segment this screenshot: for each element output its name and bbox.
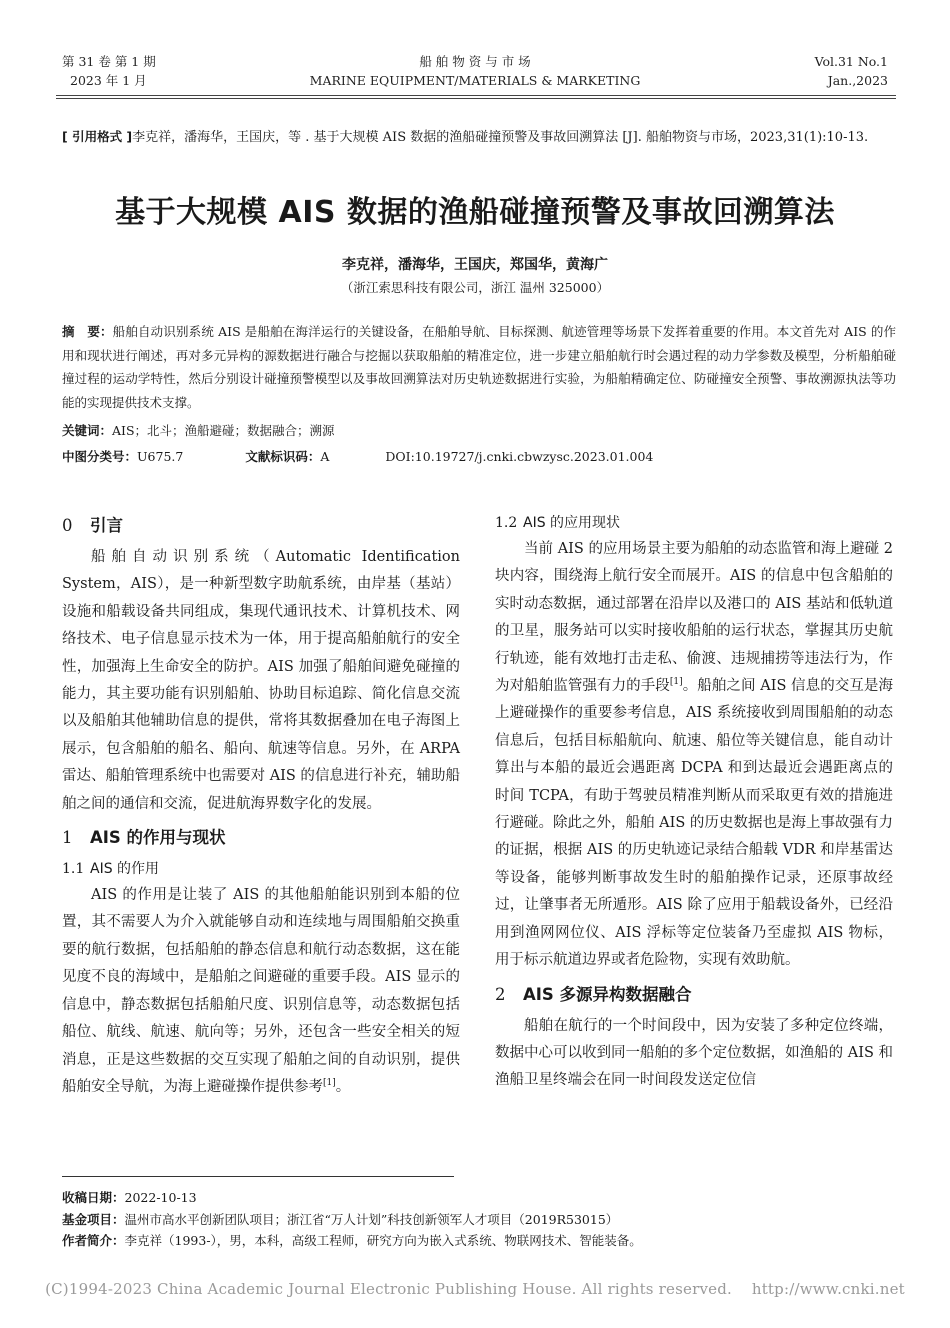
fund-value: 温州市高水平创新团队项目；浙江省“万人计划”科技创新领军人才项目（2019R53015） <box>124 1212 619 1227</box>
header-vol-en: Vol.31 No.1 <box>814 54 888 69</box>
reference-marker[interactable]: [1] <box>323 1077 336 1088</box>
footnote-author <box>62 1231 896 1251</box>
citation-format <box>62 126 902 145</box>
received-label: 收稿日期： <box>62 1190 125 1205</box>
body-column-left <box>62 510 460 1101</box>
section-1-2-paragraph <box>495 536 893 975</box>
section-1-number: 1 <box>62 828 73 848</box>
header-rule-top <box>56 95 896 96</box>
keywords <box>62 420 896 442</box>
author-bio-label: 作者简介： <box>62 1233 125 1248</box>
section-1-1-paragraph <box>62 882 460 1101</box>
section-1-2-title: AIS 的应用现状 <box>523 515 621 531</box>
doc-code-value: A <box>320 449 330 464</box>
section-1-1-number: 1.1 <box>62 861 85 878</box>
section-1-1-text: AIS 的作用是让装了 AIS 的其他船舶能识别到本船的位置，其不需要人为介入就能够自动和连续地与周围船舶交换重要的航行数据，包括船舶的静态信息和航行动态数据，这在能见度不良的海域中，是船舶之间避碰的重要手段。AIS 显示的信息中，静态数据包括船舶尺度、识别信息等，动态数据包括船位、航线、航速、航向等；另外，还包含一些安全相关的短消息，正是这些数据的交互实现了船舶之间的自动识别，提供船舶安全导航，为海上避碰操作提供参考 <box>62 887 460 1095</box>
keywords-text: AIS；北斗；渔船避碰；数据融合；溯源 <box>112 423 335 438</box>
section-0-title: 引言 <box>90 516 123 535</box>
reference-marker[interactable]: [1] <box>669 677 683 688</box>
footnote-fund <box>62 1210 896 1230</box>
doi-link[interactable]: DOI:10.19727/j.cnki.cbwzysc.2023.01.004 <box>385 449 654 464</box>
section-2-number: 2 <box>495 984 506 1004</box>
body-column-right <box>495 510 893 1095</box>
section-2-heading <box>495 981 893 1009</box>
paper-title: 基于大规模 AIS 数据的渔船碰撞预警及事故回溯算法 <box>115 195 835 230</box>
clc-value: U675.7 <box>137 449 184 464</box>
section-1-heading <box>62 824 460 852</box>
copyright-watermark: (C)1994-2023 China Academic Journal Electronic Publishing House. All rights reserved. http://www.cnki.net <box>45 1280 905 1298</box>
header-vol-en-block <box>815 52 888 90</box>
section-1-title: AIS 的作用与现状 <box>90 828 226 848</box>
section-1-1-end: 。 <box>335 1078 351 1095</box>
abstract-label: 摘 要： <box>62 324 113 339</box>
abstract-text: 船舶自动识别系统 AIS 是船舶在海洋运行的关键设备，在船舶导航、目标探测、航迹管理等场景下发挥着重要的作用。本文首先对 AIS 的作用和现状进行阐述，再对多元异构的源数据进行融合与挖掘以获取船舶的精准定位，进一步建立船舶航行时会遇过程的动力学参数及模型，分析船舶碰撞过程的运动学特性，然后分别设计碰撞预警模型以及事故回溯算法对历史轨迹数据进行实验，为船舶精确定位、防碰撞安全预警、事故溯源执法等功能的实现提供技术支撑。 <box>62 324 896 410</box>
header-date-en: Jan.,2023 <box>827 73 888 88</box>
author-bio-value: 李克祥（1993-），男，本科，高级工程师，研究方向为嵌入式系统、物联网技术、智能装备。 <box>124 1233 642 1248</box>
header-date-cn: 2023 年 1 月 <box>70 73 147 88</box>
section-1-2-text-a: 当前 AIS 的应用场景主要为船舶的动态监管和海上避碰 2 块内容，围绕海上航行安全而展开。AIS 的信息中包含船舶的实时动态数据，通过部署在沿岸以及港口的 AIS 基站和低轨道的卫星，服务站可以实时接收船舶的运行状态，掌握其历史航行轨迹，能有效地打击走私、偷渡、违规捕捞等违法行为，作为对船舶监管强有力的手段 <box>495 541 893 695</box>
section-0-paragraph: 船舶自动识别系统（Automatic Identification System，AIS），是一种新型数字助航系统，由岸基（基站）设施和船载设备共同组成，集现代通讯技术、计算机技术、网络技术、电子信息显示技术为一体，用于提高船舶航行的安全性，加强海上生命安全的防护。AIS 加强了船舶间避免碰撞的能力，其主要功能有识别船舶、协助目标追踪、简化信息交流以及船舶其他辅助信息的提供，常将其数据叠加在电子海图上展示，包含船舶的船名、船向、航速等信息。另外，在 ARPA 雷达、船舶管理系统中也需要对 AIS 的信息进行补充，辅助船舶之间的通信和交流，促进航海界数字化的发展。 <box>62 549 460 812</box>
section-1-2-text-b: 。船舶之间 AIS 信息的交互是海上避碰操作的重要参考信息，AIS 系统接收到周围船舶的动态信息后，包括目标船航向、航速、船位等关键信息，能自动计算出与本船的最近会遇距离 DCPA 和到达最近会遇距离点的时间 TCPA，有助于驾驶员精准判断从而采取更有效的措施进行避碰。除此之外，船舶 AIS 的历史数据也是海上事故强有力的证据，根据 AIS 的历史轨迹记录结合船载 VDR 和岸基雷达等设备，能够判断事故发生时的船舶操作记录，还原事故经过，让肇事者无所遁形。AIS 除了应用于船载设备外，已经沿用到渔网网位仪、AIS 浮标等定位装备乃至虚拟 AIS 物标，用于标示航道边界或者危险物，实现有效助航。 <box>495 678 893 969</box>
author-list: 李克祥，潘海华，王国庆，郑国华，黄海广 <box>342 257 608 273</box>
received-value: 2022-10-13 <box>124 1190 197 1205</box>
header-rule-bottom <box>56 98 896 99</box>
section-2-paragraph: 船舶在航行的一个时间段中，因为安装了多种定位终端，数据中心可以收到同一船舶的多个定位数据，如渔船的 AIS 和渔船卫星终端会在同一时间段发送定位信 <box>495 1017 893 1089</box>
author-affiliation: （浙江索思科技有限公司，浙江 温州 325000） <box>340 280 610 295</box>
classification-line <box>62 446 896 468</box>
citation-label: [ 引用格式 ] <box>62 129 133 144</box>
keywords-label: 关键词： <box>62 423 113 438</box>
header-journal-block <box>0 52 950 90</box>
clc-label: 中图分类号： <box>62 449 138 464</box>
section-1-2-heading <box>495 510 893 536</box>
section-1-1-heading <box>62 856 460 882</box>
citation-text: 李克祥，潘海华，王国庆，等 . 基于大规模 AIS 数据的渔船碰撞预警及事故回溯算法 [J]. 船舶物资与市场，2023,31(1):10-13. <box>132 130 869 145</box>
section-1-1-title: AIS 的作用 <box>90 861 160 878</box>
section-0-number: 0 <box>62 516 73 535</box>
fund-label: 基金项目： <box>62 1212 125 1227</box>
section-0-heading <box>62 512 460 540</box>
header-volume-issue: 第 31 卷 第 1 期 <box>62 54 156 69</box>
section-2-title: AIS 多源异构数据融合 <box>523 984 692 1004</box>
section-1-2-number: 1.2 <box>495 515 518 531</box>
footnote-rule <box>62 1176 454 1177</box>
footnote-received <box>62 1188 896 1208</box>
abstract <box>62 320 896 414</box>
header-journal-cn: 船 舶 物 资 与 市 场 <box>419 54 531 69</box>
header-journal-en: MARINE EQUIPMENT/MATERIALS & MARKETING <box>309 73 641 88</box>
doc-code-label: 文献标识码： <box>245 449 321 464</box>
